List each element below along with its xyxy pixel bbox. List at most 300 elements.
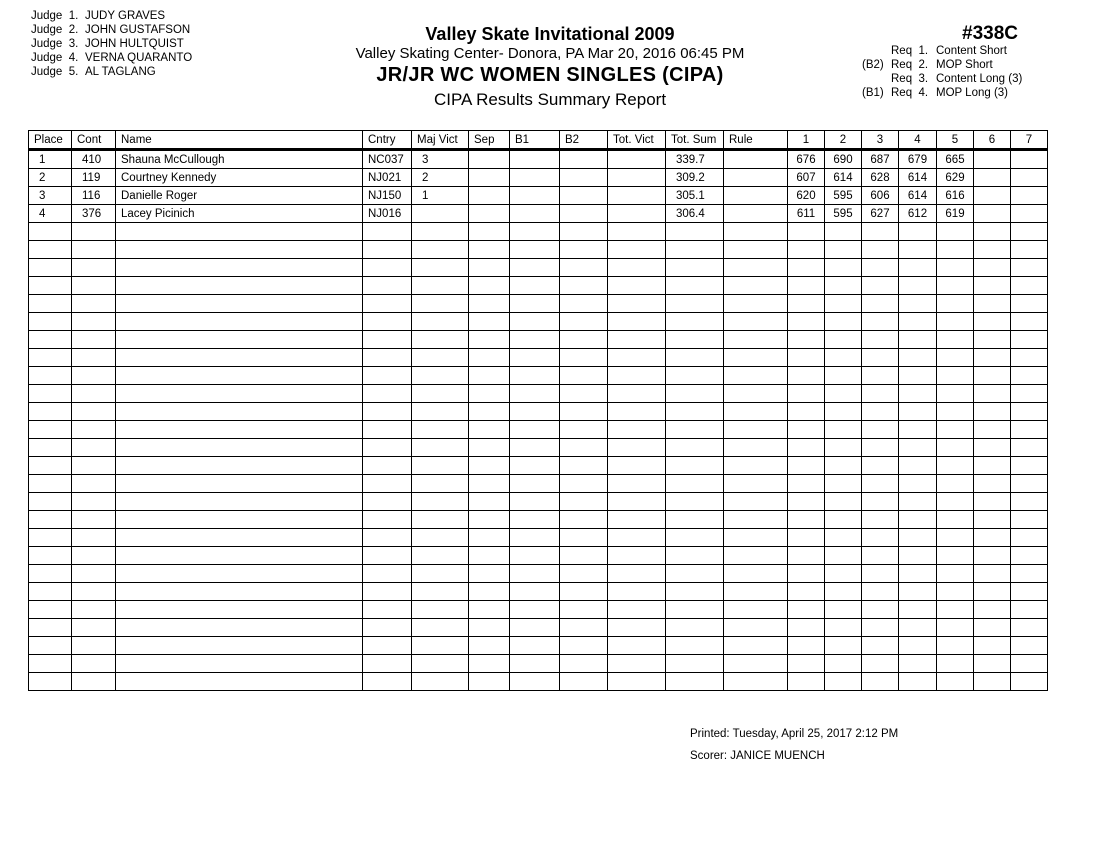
empty-cell <box>608 349 666 367</box>
empty-cell <box>469 637 510 655</box>
empty-cell <box>937 385 974 403</box>
empty-cell <box>608 367 666 385</box>
empty-cell <box>363 511 412 529</box>
col-header-judge-5: 5 <box>937 131 974 150</box>
empty-cell <box>412 637 469 655</box>
col-header-maj-vict: Maj Vict <box>412 131 469 150</box>
empty-cell <box>825 421 862 439</box>
empty-cell <box>608 529 666 547</box>
empty-cell <box>363 277 412 295</box>
empty-cell <box>608 295 666 313</box>
empty-cell <box>788 277 825 295</box>
empty-cell <box>72 421 116 439</box>
empty-cell <box>608 259 666 277</box>
empty-cell <box>862 547 899 565</box>
empty-cell <box>724 601 788 619</box>
empty-cell <box>724 439 788 457</box>
empty-cell <box>1011 439 1048 457</box>
empty-cell <box>666 403 724 421</box>
empty-cell <box>862 565 899 583</box>
empty-cell <box>1011 295 1048 313</box>
empty-cell <box>825 619 862 637</box>
empty-cell <box>666 637 724 655</box>
empty-cell <box>116 331 363 349</box>
empty-cell <box>825 655 862 673</box>
empty-cell <box>608 475 666 493</box>
empty-cell <box>72 475 116 493</box>
empty-cell <box>72 403 116 421</box>
empty-cell <box>608 241 666 259</box>
empty-cell <box>724 367 788 385</box>
empty-cell <box>412 295 469 313</box>
empty-cell <box>363 241 412 259</box>
empty-cell <box>825 403 862 421</box>
empty-cell <box>363 619 412 637</box>
empty-cell <box>788 457 825 475</box>
empty-cell <box>862 493 899 511</box>
empty-cell <box>937 259 974 277</box>
empty-cell <box>937 331 974 349</box>
table-row-empty <box>29 241 1048 259</box>
empty-cell <box>608 403 666 421</box>
table-row-empty <box>29 223 1048 241</box>
empty-cell <box>788 439 825 457</box>
empty-cell <box>29 439 72 457</box>
empty-cell <box>937 295 974 313</box>
empty-cell <box>116 457 363 475</box>
empty-cell <box>788 619 825 637</box>
empty-cell <box>412 601 469 619</box>
empty-cell <box>469 619 510 637</box>
empty-cell <box>560 421 608 439</box>
empty-cell <box>412 583 469 601</box>
empty-cell <box>510 331 560 349</box>
table-row: 1 410 Shauna McCullough NC037 3 339.7 676 690 687 679 665 <box>29 150 1048 169</box>
empty-cell <box>29 655 72 673</box>
empty-cell <box>510 673 560 691</box>
table-row-empty <box>29 547 1048 565</box>
col-header-judge-7: 7 <box>1011 131 1048 150</box>
empty-cell <box>862 277 899 295</box>
empty-cell <box>724 583 788 601</box>
empty-cell <box>29 547 72 565</box>
empty-cell <box>724 547 788 565</box>
empty-cell <box>29 223 72 241</box>
empty-cell <box>825 511 862 529</box>
empty-cell <box>724 349 788 367</box>
empty-cell <box>363 601 412 619</box>
empty-cell <box>937 223 974 241</box>
empty-cell <box>862 349 899 367</box>
requirement-entry: (B2) Req 2. MOP Short <box>862 59 993 71</box>
empty-cell <box>825 601 862 619</box>
empty-cell <box>29 241 72 259</box>
empty-cell <box>974 511 1011 529</box>
empty-cell <box>29 421 72 439</box>
empty-cell <box>1011 367 1048 385</box>
empty-cell <box>937 583 974 601</box>
empty-cell <box>788 403 825 421</box>
empty-cell <box>666 457 724 475</box>
empty-cell <box>666 565 724 583</box>
empty-cell <box>862 673 899 691</box>
empty-cell <box>29 673 72 691</box>
empty-cell <box>1011 403 1048 421</box>
empty-cell <box>72 367 116 385</box>
empty-cell <box>510 475 560 493</box>
empty-cell <box>412 619 469 637</box>
empty-cell <box>937 241 974 259</box>
empty-cell <box>363 565 412 583</box>
empty-cell <box>974 349 1011 367</box>
judge-entry: Judge 2. JOHN GUSTAFSON <box>31 24 191 36</box>
empty-cell <box>1011 421 1048 439</box>
empty-cell <box>974 673 1011 691</box>
empty-cell <box>608 331 666 349</box>
empty-cell <box>412 475 469 493</box>
empty-cell <box>412 493 469 511</box>
empty-cell <box>29 457 72 475</box>
empty-cell <box>974 493 1011 511</box>
empty-cell <box>825 565 862 583</box>
empty-cell <box>363 349 412 367</box>
table-row-empty <box>29 457 1048 475</box>
results-body <box>29 150 1048 691</box>
empty-cell <box>560 673 608 691</box>
empty-cell <box>974 385 1011 403</box>
requirement-entry: Req 1. Content Short <box>891 45 1007 57</box>
empty-cell <box>974 457 1011 475</box>
empty-cell <box>469 259 510 277</box>
judge-entry: Judge 1. JUDY GRAVES <box>31 10 166 22</box>
empty-cell <box>974 277 1011 295</box>
empty-cell <box>937 313 974 331</box>
empty-cell <box>363 313 412 331</box>
empty-cell <box>724 529 788 547</box>
empty-cell <box>560 529 608 547</box>
empty-cell <box>363 673 412 691</box>
empty-cell <box>560 331 608 349</box>
empty-cell <box>899 493 937 511</box>
table-row-empty <box>29 421 1048 439</box>
empty-cell <box>116 313 363 331</box>
empty-cell <box>363 457 412 475</box>
empty-cell <box>974 637 1011 655</box>
empty-cell <box>788 547 825 565</box>
empty-cell <box>560 349 608 367</box>
empty-cell <box>560 511 608 529</box>
judge-entry: Judge 3. JOHN HULTQUIST <box>31 38 184 50</box>
empty-cell <box>469 583 510 601</box>
empty-cell <box>72 241 116 259</box>
empty-cell <box>825 277 862 295</box>
empty-cell <box>363 331 412 349</box>
empty-cell <box>899 385 937 403</box>
judge-name: JOHN HULTQUIST <box>85 38 184 50</box>
empty-cell <box>116 601 363 619</box>
empty-cell <box>974 565 1011 583</box>
empty-cell <box>363 547 412 565</box>
empty-cell <box>788 259 825 277</box>
empty-cell <box>1011 385 1048 403</box>
empty-cell <box>469 403 510 421</box>
empty-cell <box>412 547 469 565</box>
empty-cell <box>510 223 560 241</box>
printed-timestamp: Printed: Tuesday, April 25, 2017 2:12 PM <box>690 728 899 740</box>
empty-cell <box>974 223 1011 241</box>
empty-cell <box>937 673 974 691</box>
col-header-judge-4: 4 <box>899 131 937 150</box>
empty-cell <box>363 583 412 601</box>
empty-cell <box>29 277 72 295</box>
col-header-tot-vict: Tot. Vict <box>608 131 666 150</box>
empty-cell <box>510 511 560 529</box>
empty-cell <box>937 475 974 493</box>
empty-cell <box>788 493 825 511</box>
empty-cell <box>72 655 116 673</box>
empty-cell <box>29 511 72 529</box>
empty-cell <box>510 349 560 367</box>
empty-cell <box>1011 349 1048 367</box>
empty-cell <box>116 673 363 691</box>
empty-cell <box>788 565 825 583</box>
table-row-empty <box>29 439 1048 457</box>
empty-cell <box>469 223 510 241</box>
empty-cell <box>29 619 72 637</box>
empty-cell <box>974 259 1011 277</box>
empty-cell <box>862 583 899 601</box>
empty-cell <box>862 331 899 349</box>
empty-cell <box>72 493 116 511</box>
empty-cell <box>363 529 412 547</box>
empty-cell <box>469 511 510 529</box>
table-row-empty <box>29 493 1048 511</box>
col-header-cntry: Cntry <box>363 131 412 150</box>
empty-cell <box>560 565 608 583</box>
empty-cell <box>363 439 412 457</box>
empty-cell <box>666 529 724 547</box>
empty-cell <box>788 223 825 241</box>
empty-cell <box>469 313 510 331</box>
empty-cell <box>788 349 825 367</box>
empty-cell <box>825 457 862 475</box>
empty-cell <box>788 529 825 547</box>
empty-cell <box>72 565 116 583</box>
judge-name: JOHN GUSTAFSON <box>85 24 191 36</box>
empty-cell <box>116 493 363 511</box>
empty-cell <box>825 367 862 385</box>
judges-list <box>31 9 192 79</box>
col-header-judge-6: 6 <box>974 131 1011 150</box>
empty-cell <box>825 241 862 259</box>
empty-cell <box>899 349 937 367</box>
requirements-list <box>862 44 1022 100</box>
empty-cell <box>825 547 862 565</box>
empty-cell <box>899 673 937 691</box>
empty-cell <box>788 295 825 313</box>
empty-cell <box>666 655 724 673</box>
empty-cell <box>560 475 608 493</box>
empty-cell <box>862 403 899 421</box>
empty-cell <box>510 241 560 259</box>
empty-cell <box>510 295 560 313</box>
empty-cell <box>788 385 825 403</box>
empty-cell <box>469 331 510 349</box>
empty-cell <box>608 673 666 691</box>
empty-cell <box>412 385 469 403</box>
empty-cell <box>666 223 724 241</box>
empty-cell <box>608 385 666 403</box>
empty-cell <box>72 295 116 313</box>
empty-cell <box>825 475 862 493</box>
table-row-empty <box>29 385 1048 403</box>
empty-cell <box>862 241 899 259</box>
empty-cell <box>608 583 666 601</box>
empty-cell <box>788 313 825 331</box>
empty-cell <box>937 565 974 583</box>
empty-cell <box>724 223 788 241</box>
empty-cell <box>899 583 937 601</box>
empty-cell <box>510 619 560 637</box>
empty-cell <box>412 331 469 349</box>
empty-cell <box>1011 511 1048 529</box>
empty-cell <box>412 565 469 583</box>
empty-cell <box>608 565 666 583</box>
empty-cell <box>72 385 116 403</box>
empty-cell <box>899 529 937 547</box>
requirement-entry: (B1) Req 4. MOP Long (3) <box>862 87 1009 99</box>
empty-cell <box>510 493 560 511</box>
empty-cell <box>72 673 116 691</box>
empty-cell <box>608 547 666 565</box>
empty-cell <box>510 655 560 673</box>
empty-cell <box>412 277 469 295</box>
empty-cell <box>469 529 510 547</box>
empty-cell <box>29 313 72 331</box>
empty-cell <box>608 277 666 295</box>
empty-cell <box>412 529 469 547</box>
table-row-empty <box>29 601 1048 619</box>
empty-cell <box>29 601 72 619</box>
empty-cell <box>937 601 974 619</box>
empty-cell <box>862 313 899 331</box>
empty-cell <box>862 457 899 475</box>
competition-title: Valley Skate Invitational 2009 <box>425 24 675 44</box>
empty-cell <box>937 349 974 367</box>
empty-cell <box>862 421 899 439</box>
empty-cell <box>560 367 608 385</box>
empty-cell <box>724 277 788 295</box>
empty-cell <box>666 349 724 367</box>
empty-cell <box>724 331 788 349</box>
empty-cell <box>825 295 862 313</box>
empty-cell <box>1011 223 1048 241</box>
empty-cell <box>29 403 72 421</box>
judge-name: AL TAGLANG <box>85 66 156 78</box>
empty-cell <box>788 367 825 385</box>
empty-cell <box>29 529 72 547</box>
empty-cell <box>72 457 116 475</box>
empty-cell <box>899 223 937 241</box>
empty-cell <box>862 439 899 457</box>
empty-cell <box>72 259 116 277</box>
empty-cell <box>510 403 560 421</box>
empty-cell <box>825 583 862 601</box>
empty-cell <box>608 439 666 457</box>
empty-cell <box>666 601 724 619</box>
empty-cell <box>899 241 937 259</box>
empty-cell <box>937 511 974 529</box>
empty-cell <box>560 403 608 421</box>
empty-cell <box>363 259 412 277</box>
empty-cell <box>666 331 724 349</box>
empty-cell <box>412 457 469 475</box>
empty-cell <box>469 349 510 367</box>
empty-cell <box>29 349 72 367</box>
empty-cell <box>363 295 412 313</box>
empty-cell <box>608 511 666 529</box>
empty-cell <box>1011 583 1048 601</box>
empty-cell <box>72 277 116 295</box>
empty-cell <box>412 673 469 691</box>
col-header-cont: Cont <box>72 131 116 150</box>
empty-cell <box>1011 547 1048 565</box>
empty-cell <box>72 223 116 241</box>
empty-cell <box>974 313 1011 331</box>
table-row-empty <box>29 313 1048 331</box>
empty-cell <box>116 223 363 241</box>
col-header-sep: Sep <box>469 131 510 150</box>
empty-cell <box>899 313 937 331</box>
empty-cell <box>116 403 363 421</box>
empty-cell <box>974 439 1011 457</box>
table-row: 3 116 Danielle Roger NJ150 1 305.1 620 595 606 614 616 <box>29 187 1048 205</box>
empty-cell <box>724 295 788 313</box>
scorer-name: Scorer: JANICE MUENCH <box>690 750 825 762</box>
empty-cell <box>29 367 72 385</box>
empty-cell <box>29 295 72 313</box>
empty-cell <box>560 619 608 637</box>
empty-cell <box>1011 619 1048 637</box>
empty-cell <box>116 349 363 367</box>
empty-cell <box>469 547 510 565</box>
empty-cell <box>974 619 1011 637</box>
empty-cell <box>560 439 608 457</box>
empty-cell <box>825 331 862 349</box>
empty-cell <box>1011 331 1048 349</box>
empty-cell <box>469 367 510 385</box>
empty-cell <box>666 277 724 295</box>
table-row-empty <box>29 367 1048 385</box>
empty-cell <box>862 223 899 241</box>
empty-cell <box>899 601 937 619</box>
empty-cell <box>1011 637 1048 655</box>
empty-cell <box>937 421 974 439</box>
empty-cell <box>608 637 666 655</box>
table-row-empty <box>29 295 1048 313</box>
empty-cell <box>510 367 560 385</box>
empty-cell <box>666 421 724 439</box>
empty-cell <box>510 259 560 277</box>
empty-cell <box>666 259 724 277</box>
empty-cell <box>937 277 974 295</box>
empty-cell <box>1011 475 1048 493</box>
empty-cell <box>469 601 510 619</box>
empty-cell <box>974 529 1011 547</box>
table-row-empty <box>29 637 1048 655</box>
empty-cell <box>974 547 1011 565</box>
empty-cell <box>862 637 899 655</box>
